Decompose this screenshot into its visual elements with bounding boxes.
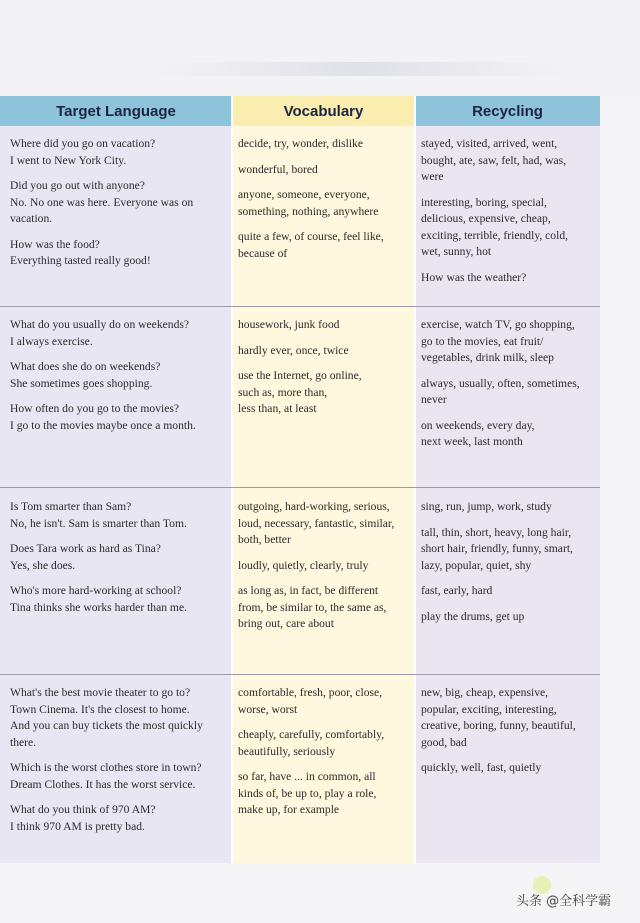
print-smudge bbox=[150, 62, 570, 76]
cell-text-line: I think 970 AM is pretty bad. bbox=[10, 819, 145, 833]
cell-text-line: never bbox=[421, 393, 447, 406]
cell-entry bbox=[10, 317, 228, 350]
cell-text-line: kinds of, be up to, play a role, bbox=[238, 786, 377, 800]
cell-text-line: bought, ate, saw, felt, had, was, bbox=[421, 153, 567, 167]
cell-entry bbox=[421, 760, 597, 777]
cell-text-line: from, be similar to, the same as, bbox=[238, 600, 387, 614]
cell-text-line: use the Internet, go online, bbox=[238, 369, 362, 382]
cell-text-line: lazy, popular, quiet, shy bbox=[421, 558, 532, 572]
cell-text-line: I always exercise. bbox=[10, 334, 93, 348]
cell-text-line: exercise, watch TV, go shopping, bbox=[421, 318, 575, 331]
table-cell-vocabulary bbox=[238, 317, 412, 418]
cell-entry bbox=[238, 136, 412, 153]
cell-text-line: new, big, cheap, expensive, bbox=[421, 686, 549, 699]
cell-text-line: play the drums, get up bbox=[421, 609, 525, 623]
cell-text-line: Everything tasted really good! bbox=[10, 254, 151, 267]
cell-text-line: because of bbox=[238, 246, 288, 260]
cell-entry bbox=[238, 685, 412, 718]
cell-entry bbox=[421, 270, 597, 287]
cell-text-line: No, he isn't. Sam is smarter than Tom. bbox=[10, 516, 187, 530]
cell-text-line: creative, boring, funny, beautiful, bbox=[421, 719, 576, 732]
column-divider bbox=[414, 96, 416, 863]
cell-text-line: wonderful, bored bbox=[238, 162, 318, 176]
cell-text-line: less than, at least bbox=[238, 402, 317, 415]
cell-text-line: bring out, care about bbox=[238, 617, 334, 630]
cell-text-line: vegetables, drink milk, sleep bbox=[421, 351, 554, 364]
cell-text-line: comfortable, fresh, poor, close, bbox=[238, 686, 383, 699]
cell-entry bbox=[10, 359, 228, 392]
cell-text-line: And you can buy tickets the most quickly bbox=[10, 719, 203, 732]
cell-entry bbox=[10, 685, 228, 751]
cell-text-line: so far, have ... in common, all bbox=[238, 770, 376, 783]
cell-entry bbox=[238, 727, 412, 760]
cell-entry bbox=[421, 583, 597, 600]
cell-entry bbox=[238, 229, 412, 262]
cell-entry bbox=[10, 541, 228, 574]
cell-text-line: I go to the movies maybe once a month. bbox=[10, 418, 196, 432]
cell-entry bbox=[10, 583, 228, 616]
cell-text-line: delicious, expensive, cheap, bbox=[421, 212, 551, 225]
row-divider bbox=[0, 306, 600, 307]
cell-entry bbox=[10, 401, 228, 434]
cell-entry bbox=[10, 802, 228, 835]
cell-text-line: Who's more hard-working at school? bbox=[10, 584, 182, 597]
cell-text-line: I went to New York City. bbox=[10, 153, 127, 167]
cell-text-line: vacation. bbox=[10, 212, 53, 225]
table-cell-recycling bbox=[421, 685, 597, 777]
cell-text-line: How often do you go to the movies? bbox=[10, 402, 180, 415]
cell-text-line: She sometimes goes shopping. bbox=[10, 376, 153, 390]
cell-text-line: hardly ever, once, twice bbox=[238, 343, 349, 357]
cell-entry bbox=[10, 178, 228, 228]
cell-entry bbox=[238, 769, 412, 819]
cell-text-line: quite a few, of course, feel like, bbox=[238, 230, 384, 243]
table-cell-recycling bbox=[421, 317, 597, 451]
cell-entry bbox=[238, 187, 412, 220]
cell-text-line: such as, more than, bbox=[238, 385, 328, 399]
cell-entry bbox=[238, 343, 412, 360]
cell-text-line: were bbox=[421, 170, 444, 183]
cell-entry bbox=[238, 558, 412, 575]
cell-entry bbox=[421, 499, 597, 516]
table-cell-target-language bbox=[10, 317, 228, 434]
cell-text-line: anyone, someone, everyone, bbox=[238, 188, 370, 201]
cell-entry bbox=[10, 237, 228, 270]
header-recycling: Recycling bbox=[415, 96, 600, 126]
cell-text-line: interesting, boring, special, bbox=[421, 195, 547, 209]
cell-text-line: tall, thin, short, heavy, long hair, bbox=[421, 525, 572, 539]
header-vocabulary: Vocabulary bbox=[232, 96, 415, 126]
cell-entry bbox=[421, 685, 597, 751]
cell-text-line: sing, run, jump, work, study bbox=[421, 500, 552, 513]
cell-entry bbox=[421, 195, 597, 261]
watermark-text: 头条 @全科学霸 bbox=[516, 893, 612, 909]
cell-entry bbox=[421, 609, 597, 626]
row-divider bbox=[0, 487, 600, 488]
cell-text-line: loud, necessary, fantastic, similar, bbox=[238, 516, 395, 530]
table-cell-target-language bbox=[10, 685, 228, 835]
cell-text-line: Is Tom smarter than Sam? bbox=[10, 500, 132, 513]
cell-text-line: Yes, she does. bbox=[10, 558, 76, 572]
cell-entry bbox=[238, 317, 412, 334]
cell-text-line: Which is the worst clothes store in town? bbox=[10, 761, 202, 774]
cell-text-line: something, nothing, anywhere bbox=[238, 204, 379, 218]
cell-text-line: How was the weather? bbox=[421, 270, 527, 284]
table-cell-target-language bbox=[10, 136, 228, 270]
header-target-language: Target Language bbox=[0, 96, 232, 126]
cell-text-line: cheaply, carefully, comfortably, bbox=[238, 728, 385, 741]
table-cell-vocabulary bbox=[238, 685, 412, 819]
cell-text-line: What do you usually do on weekends? bbox=[10, 318, 190, 331]
table-cell-recycling bbox=[421, 136, 597, 286]
cell-entry bbox=[238, 499, 412, 549]
table-cell-target-language bbox=[10, 499, 228, 616]
cell-text-line: loudly, quietly, clearly, truly bbox=[238, 558, 369, 572]
cell-text-line: good, bad bbox=[421, 735, 467, 749]
cell-text-line: quickly, well, fast, quietly bbox=[421, 761, 542, 774]
cell-text-line: Where did you go on vacation? bbox=[10, 137, 156, 150]
cell-text-line: Tina thinks she works harder than me. bbox=[10, 600, 187, 614]
cell-entry bbox=[421, 376, 597, 409]
cell-text-line: short hair, friendly, funny, smart, bbox=[421, 542, 573, 555]
cell-entry bbox=[10, 499, 228, 532]
cell-text-line: there. bbox=[10, 735, 37, 749]
cell-entry bbox=[238, 368, 412, 418]
cell-text-line: exciting, terrible, friendly, cold, bbox=[421, 228, 569, 242]
cell-entry bbox=[10, 136, 228, 169]
cell-text-line: make up, for example bbox=[238, 803, 340, 816]
page-top-margin bbox=[0, 0, 640, 96]
cell-text-line: Dream Clothes. It has the worst service. bbox=[10, 777, 196, 791]
cell-text-line: go to the movies, eat fruit/ bbox=[421, 334, 544, 348]
table-cell-vocabulary bbox=[238, 136, 412, 262]
cell-entry bbox=[421, 525, 597, 575]
cell-text-line: stayed, visited, arrived, went, bbox=[421, 137, 558, 150]
cell-entry bbox=[421, 136, 597, 186]
cell-text-line: How was the food? bbox=[10, 237, 100, 251]
cell-text-line: beautifully, seriously bbox=[238, 744, 336, 758]
cell-entry bbox=[238, 583, 412, 633]
cell-text-line: What's the best movie theater to go to? bbox=[10, 686, 191, 699]
cell-text-line: popular, exciting, interesting, bbox=[421, 702, 557, 716]
cell-entry bbox=[238, 162, 412, 179]
table-cell-recycling bbox=[421, 499, 597, 625]
column-divider bbox=[231, 96, 233, 863]
cell-text-line: decide, try, wonder, dislike bbox=[238, 137, 363, 150]
cell-text-line: What do you think of 970 AM? bbox=[10, 803, 156, 816]
cell-text-line: No. No one was here. Everyone was on bbox=[10, 195, 194, 209]
cell-text-line: on weekends, every day, bbox=[421, 418, 535, 432]
cell-entry bbox=[421, 317, 597, 367]
cell-entry bbox=[421, 418, 597, 451]
table-cell-vocabulary bbox=[238, 499, 412, 633]
cell-text-line: wet, sunny, hot bbox=[421, 245, 492, 258]
row-divider bbox=[0, 674, 600, 675]
cell-text-line: Does Tara work as hard as Tina? bbox=[10, 542, 161, 555]
cell-text-line: always, usually, often, sometimes, bbox=[421, 376, 580, 390]
cell-text-line: housework, junk food bbox=[238, 318, 340, 331]
cell-text-line: as long as, in fact, be different bbox=[238, 584, 379, 597]
cell-text-line: fast, early, hard bbox=[421, 584, 493, 597]
cell-text-line: both, better bbox=[238, 533, 291, 546]
cell-text-line: worse, worst bbox=[238, 702, 298, 716]
cell-text-line: next week, last month bbox=[421, 435, 523, 448]
cell-text-line: What does she do on weekends? bbox=[10, 360, 161, 373]
cell-text-line: Did you go out with anyone? bbox=[10, 179, 145, 192]
cell-text-line: outgoing, hard-working, serious, bbox=[238, 500, 390, 513]
cell-entry bbox=[10, 760, 228, 793]
cell-text-line: Town Cinema. It's the closest to home. bbox=[10, 702, 190, 716]
